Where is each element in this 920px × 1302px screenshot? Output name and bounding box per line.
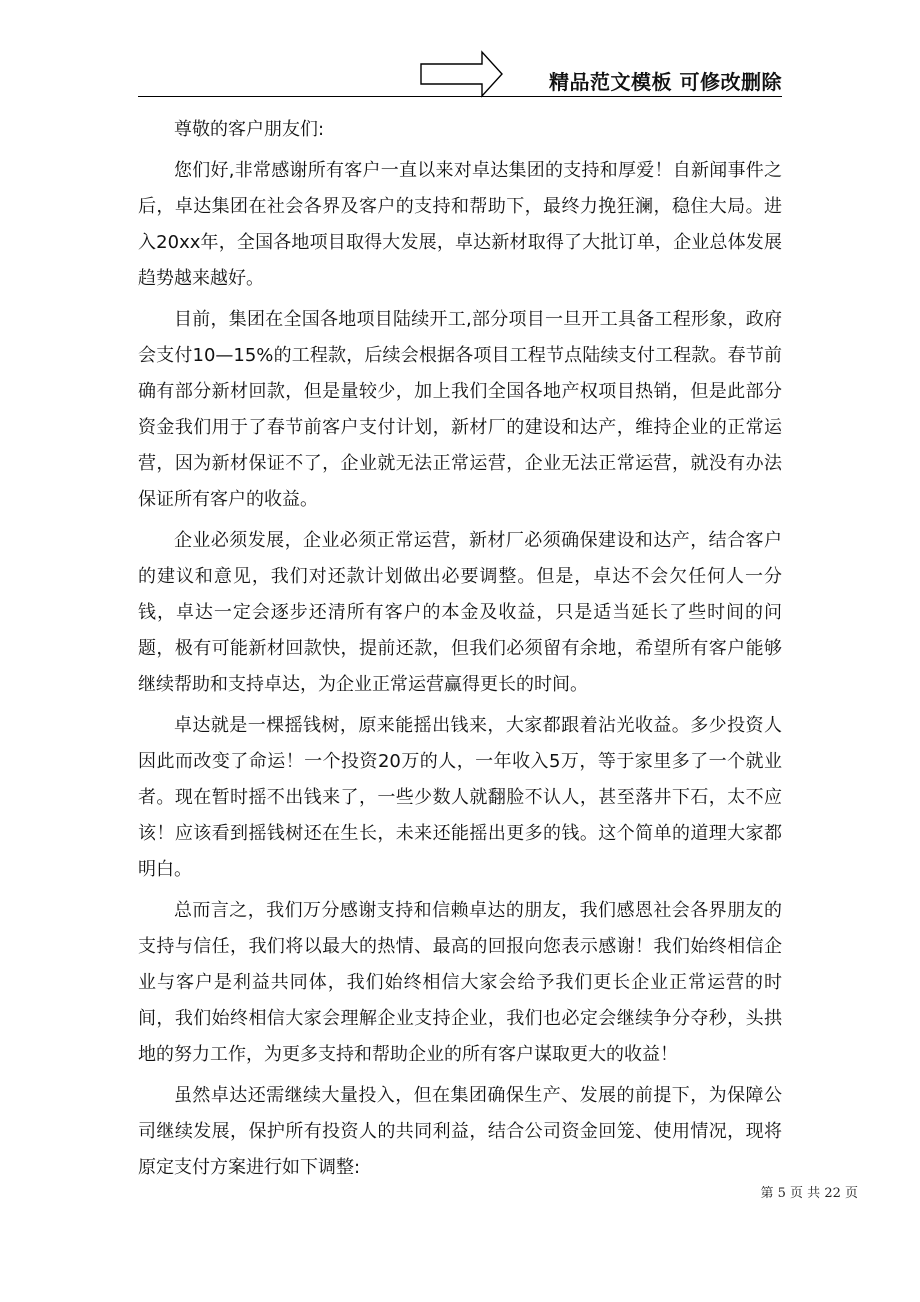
paragraph-5: 总而言之，我们万分感谢支持和信赖卓达的朋友，我们感恩社会各界朋友的支持与信任，我们将以最大的热情、最高的回报向您表示感谢！我们始终相信企业与客户是利益共同体，我们始终相信大家会给予我们更长企业正常运营的时间，我们始终相信大家会理解企业支持企业，我们也必定会继续争分夺秒，头拱地的努力工作，为更多支持和帮助企业的所有客户谋取更大的收益！ (138, 900, 782, 1065)
paragraph-3: 企业必须发展，企业必须正常运营，新材厂必须确保建设和达产，结合客户的建议和意见，我们对还款计划做出必要调整。但是，卓达不会欠任何人一分钱，卓达一定会逐步还清所有客户的本金及收益，只是适当延长了些时间的问题，极有可能新材回款快，提前还款，但我们必须留有余地，希望所有客户能够继续帮助和支持卓达，为企业正常运营赢得更长的时间。 (138, 530, 782, 695)
page-number: 第 5 页 共 22 页 (760, 1186, 858, 1201)
paragraph-2: 目前，集团在全国各地项目陆续开工,部分项目一旦开工具备工程形象，政府会支付10—15%的工程款，后续会根据各项目工程节点陆续支付工程款。春节前确有部分新材回款，但是量较少，加上我们全国各地产权项目热销，但是此部分资金我们用于了春节前客户支付计划，新材厂的建设和达产，维持企业的正常运营，因为新材保证不了，企业就无法正常运营，企业无法正常运营，就没有办法保证所有客户的收益。 (138, 309, 782, 510)
header-title: 精品范文模板 可修改删除 (549, 70, 782, 94)
header-divider (138, 96, 782, 97)
greeting: 尊敬的客户朋友们: (174, 119, 325, 140)
right-arrow-icon (420, 50, 504, 98)
paragraph-6: 虽然卓达还需继续大量投入，但在集团确保生产、发展的前提下，为保障公司继续发展，保护所有投资人的共同利益，结合公司资金回笼、使用情况，现将原定支付方案进行如下调整: (138, 1085, 782, 1178)
document-body (138, 112, 782, 1191)
paragraph-4: 卓达就是一棵摇钱树，原来能摇出钱来，大家都跟着沾光收益。多少投资人因此而改变了命运！一个投资20万的人，一年收入5万，等于家里多了一个就业者。现在暂时摇不出钱来了，一些少数人就翻脸不认人，甚至落井下石，太不应该！应该看到摇钱树还在生长，未来还能摇出更多的钱。这个简单的道理大家都明白。 (138, 715, 782, 880)
paragraph-1: 您们好,非常感谢所有客户一直以来对卓达集团的支持和厚爱！自新闻事件之后，卓达集团在社会各界及客户的支持和帮助下，最终力挽狂澜，稳住大局。进入20xx年，全国各地项目取得大发展，卓达新材取得了大批订单，企业总体发展趋势越来越好。 (138, 160, 782, 289)
